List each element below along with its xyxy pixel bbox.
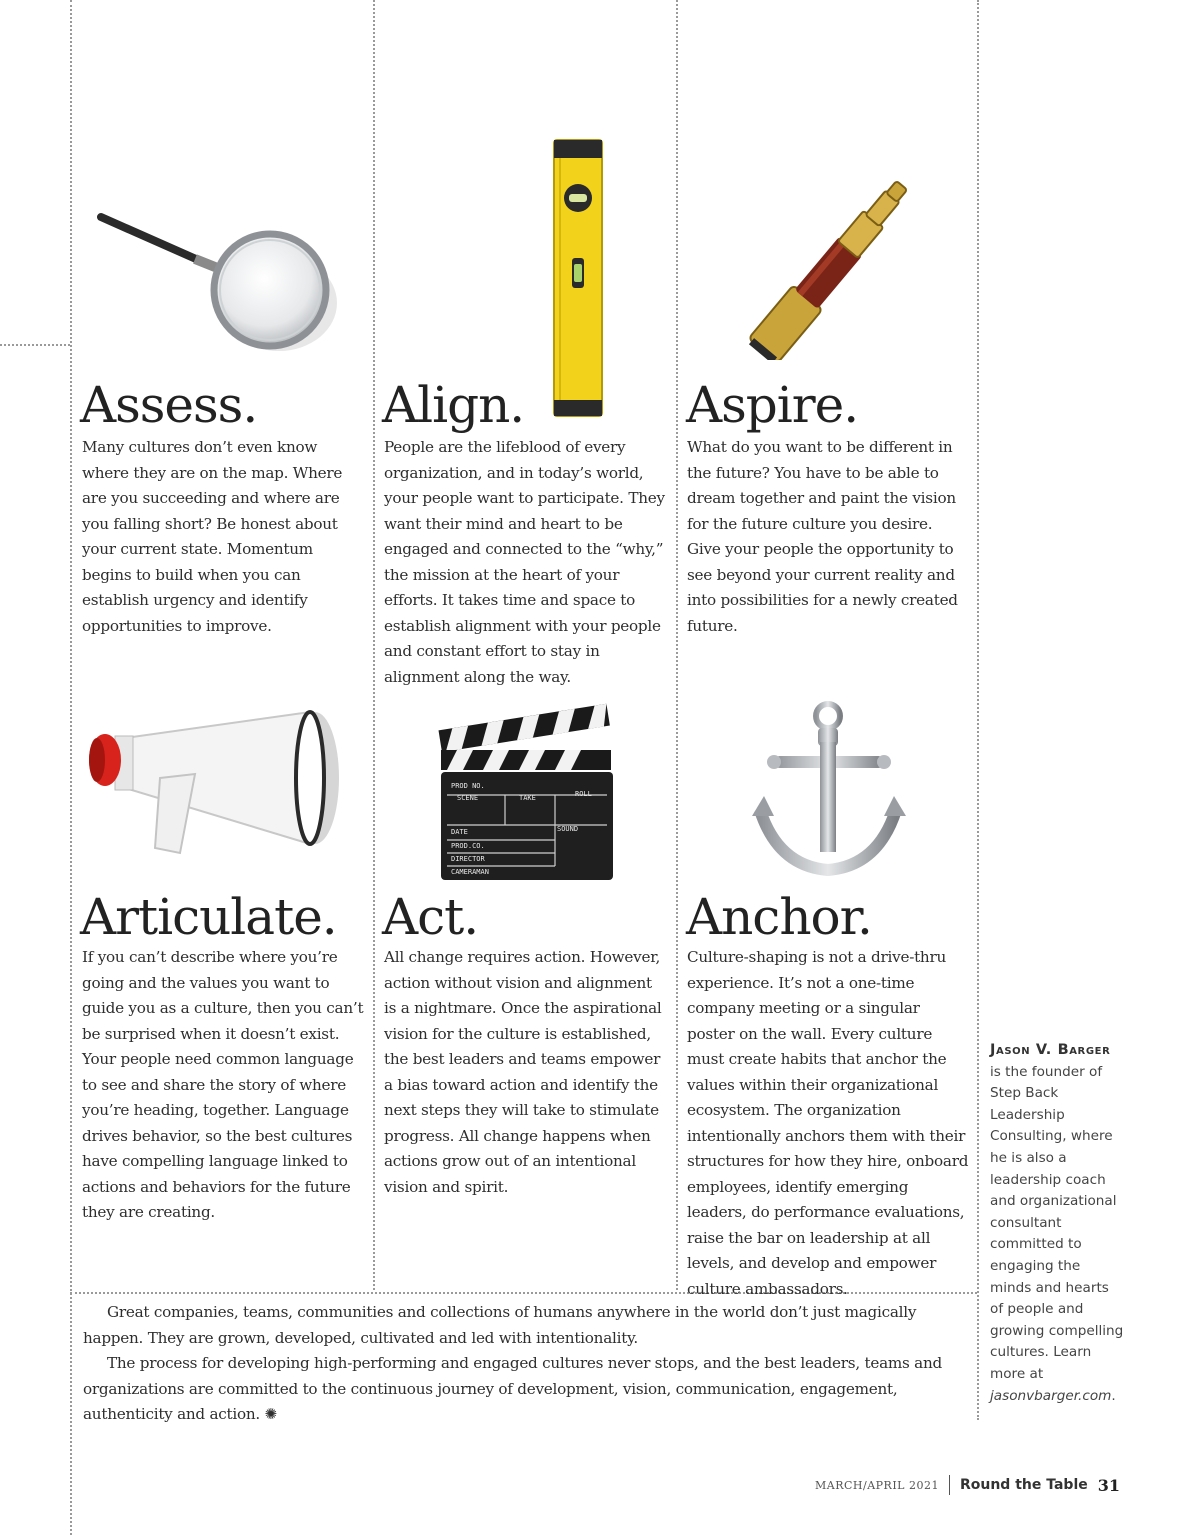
clapper-cameraman: CAMERAMAN [451,868,489,876]
clapper-take: TAKE [519,794,536,802]
clapper-prod-co: PROD.CO. [451,842,485,850]
megaphone-icon [85,708,350,868]
clapper-director: DIRECTOR [451,855,485,863]
clapper-prod-no: PROD NO. [451,782,485,790]
section-heading-align: Align. [382,376,525,434]
author-link-suffix: . [1111,1387,1116,1404]
closing-text [83,1300,963,1428]
issue-date: MARCH/APRIL 2021 [814,1478,939,1492]
magnifying-glass-icon [95,205,345,355]
telescope-icon [735,170,935,360]
page-number: 31 [1097,1475,1120,1495]
section-body-act: All change requires action. However, action without vision and alignment is a nightmare. Once the aspirational vision for the culture is established, the best leaders and teams empower a bias toward action and identify the next steps they will take to stimulate progress. All change happens when actions grow out of an intentional vision and spirit. [384,948,662,1196]
anchor-icon [750,698,910,878]
section-body-aspire: What do you want to be different in the future? You have to be able to dream together and paint the vision for the future culture you desire. Give your people the opportunity to see beyond your current reality and into possibilities for a newly created future. [687,438,958,635]
column-divider-1 [373,0,375,1290]
section-heading-articulate: Articulate. [80,888,337,946]
clapper-scene: SCENE [457,794,479,802]
magazine-name: Round the Table [959,1477,1088,1493]
section-heading-act: Act. [382,888,479,946]
spirit-level-icon [552,138,604,420]
column-divider-2 [676,0,678,1290]
column-divider-right [977,0,979,1420]
closing-paragraph-2 [83,1351,963,1428]
end-mark-icon: ✺ [264,1405,278,1423]
author-bio [990,1040,1125,1407]
author-name: Jason V. Barger [990,1042,1111,1058]
section-heading-aspire: Aspire. [686,376,859,434]
section-heading-anchor: Anchor. [686,888,872,946]
clapper-date: DATE [451,828,468,836]
clapperboard-icon [435,700,620,885]
clapper-roll: ROLL [575,790,592,798]
left-margin-rule [0,344,70,346]
section-body-assess: Many cultures don’t even know where they are on the map. Where are you succeeding and where are you falling short? Be honest about your current state. Momentum begins to build when you can establish urgency and identify opportunities to improve. [82,438,343,635]
column-divider-left [70,0,72,1535]
author-bio-text: is the founder of Step Back Leadership Consulting, where he is also a leadership coach and organizational consultant committed to engaging the minds and hearts of people and growing compelling cultures. Learn more at [990,1063,1124,1382]
section-body-align: People are the lifeblood of every organization, and in today’s world, your people want to participate. They want their mind and heart to be engaged and connected to the “why,” the mission at the heart of your efforts. It takes time and space to establish alignment with your people and constant effort to stay in alignment along the way. [384,438,665,686]
footer-divider [949,1475,950,1495]
closing-paragraph-1: Great companies, teams, communities and collections of humans anywhere in the world don’t just magically happen. They are grown, developed, cultivated and led with intentionality. [83,1303,917,1347]
section-body-articulate: If you can’t describe where you’re going and the values you want to guide you as a culture, then you can’t be surprised when it doesn’t exist. Your people need common language to see and share the story of where you’re heading, together. Language drives behavior, so the best cultures have compelling language linked to actions and behaviors for the future they are creating. [82,948,364,1221]
section-heading-assess: Assess. [80,376,258,434]
section-body-anchor: Culture-shaping is not a drive-thru experience. It’s not a one-time company meeting or a singular poster on the wall. Every culture must create habits that anchor the values within their organizational ecosystem. The organization intentionally anchors them with their structures for how they hire, onboard employees, identify emerging leaders, do performance evaluations, raise the bar on leadership at all levels, and develop and empower culture ambassadors. [687,948,969,1298]
page-footer [815,1475,1120,1495]
author-website-link[interactable]: jasonvbarger.com [990,1387,1112,1404]
clapper-sound: SOUND [557,825,579,833]
closing-paragraph-2-text: The process for developing high-performing and engaged cultures never stops, and the best leaders, teams and organizations are committed to the continuous journey of development, vision, communication, engagement, authenticity and action. [83,1354,942,1423]
